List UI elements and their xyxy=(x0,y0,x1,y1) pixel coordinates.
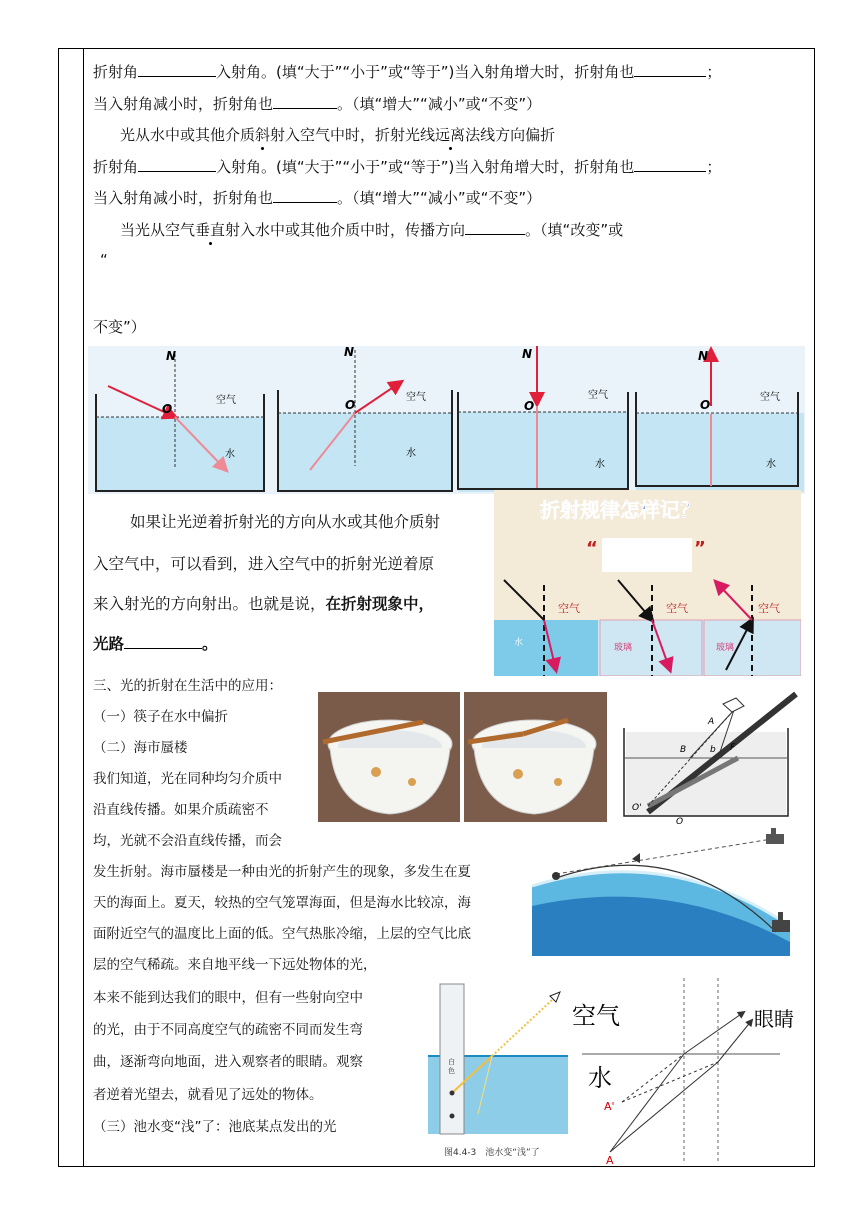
air-label: 空气 xyxy=(216,395,236,406)
water-label: 水 xyxy=(766,459,776,470)
reverse-line-1: 如果让光逆着折射光的方向从水或其他介质射 xyxy=(130,513,441,531)
normal-label: N xyxy=(166,349,177,363)
text: 折射角 xyxy=(93,63,139,81)
normal-label: N xyxy=(522,347,533,361)
air-label: 空气 xyxy=(558,602,580,615)
air-label: 空气 xyxy=(588,390,608,401)
air-label: 空气 xyxy=(406,392,426,403)
eye-label: 眼睛 xyxy=(754,1007,794,1031)
text: 射入水中或其他介质中时，传播方向 xyxy=(225,221,466,239)
text: 入射角。(填“大于”“小于”或“等于”)当入射角增大时，折射角也 xyxy=(216,158,635,176)
text-line-2 xyxy=(93,94,541,114)
air-label: 空气 xyxy=(666,602,688,615)
mirage-text: 的光，由于不同高度空气的疏密不同而发生弯 xyxy=(93,1022,363,1038)
panel-title: 折射规律怎样记？ xyxy=(540,498,700,522)
text: 光路 xyxy=(93,635,125,653)
point-o-label: O xyxy=(524,399,535,413)
text: 折射角 xyxy=(93,158,139,176)
label-b-small: b xyxy=(710,745,716,755)
water-label: 水 xyxy=(595,459,605,470)
text-line-3 xyxy=(120,125,555,145)
quote-open: “ xyxy=(586,538,598,559)
water-label: 水 xyxy=(406,448,416,459)
normal-label: N xyxy=(344,346,355,359)
chopstick-bowl-photos xyxy=(318,692,607,822)
text: 。（填“改变”或 xyxy=(525,221,624,239)
air-label: 空气 xyxy=(572,1002,620,1030)
mirage-text: 发生折射。海市蜃楼是一种由光的折射产生的现象，多发生在夏 xyxy=(93,864,471,880)
air-label: 空气 xyxy=(758,602,780,615)
text: ； xyxy=(706,63,722,81)
text: 当入射角减小时，折射角也 xyxy=(93,95,274,113)
fill-blank[interactable] xyxy=(465,220,525,235)
observer-icon xyxy=(552,872,560,880)
text: 当入射角减小时，折射角也 xyxy=(93,189,274,207)
fill-blank[interactable] xyxy=(273,188,337,203)
chopstick-diagram xyxy=(618,690,808,824)
text: 入射角。(填“大于”“小于”或“等于”)当入射角增大时，折射角也 xyxy=(216,63,635,81)
mirage-text: 曲，逐渐弯向地面，进入观察者的眼睛。观察 xyxy=(93,1054,363,1070)
text-line-7: “ xyxy=(100,251,108,269)
table-column-divider xyxy=(83,48,84,1166)
text-line-5 xyxy=(93,188,541,208)
board-text: 白 xyxy=(448,1058,455,1066)
mirage-text: 层的空气稀疏。来自地平线一下远处物体的光， xyxy=(93,957,377,973)
text: 法线方向偏折 xyxy=(465,126,556,144)
text: 射入空气中时，折射光线 xyxy=(270,126,436,144)
label-b: B xyxy=(680,745,687,755)
fill-blank[interactable] xyxy=(138,62,216,77)
reverse-line-3 xyxy=(93,594,434,614)
quote-close: ” xyxy=(694,538,706,559)
water-label: 水 xyxy=(514,638,524,648)
air-label: 空气 xyxy=(760,392,780,403)
text: 。 xyxy=(202,635,218,653)
fill-blank[interactable] xyxy=(124,634,202,649)
reverse-line-2: 入空气中，可以看到，进入空气中的折射光逆着原 xyxy=(93,555,435,573)
figure-caption: 图4.4-3 池水变“浅”了 xyxy=(444,1148,540,1158)
fill-blank[interactable] xyxy=(138,157,216,172)
pool-figure xyxy=(424,978,582,1160)
object-point-label: A xyxy=(606,1154,614,1164)
label-o: O xyxy=(676,817,684,824)
refraction-rule-panel xyxy=(494,490,801,676)
glass-label: 玻璃 xyxy=(614,643,633,653)
text: ； xyxy=(706,158,722,176)
text-line-1 xyxy=(93,62,721,82)
text: 来入射光的方向射出。也就是说， xyxy=(93,595,326,613)
bold-text: 在折射现象中， xyxy=(325,595,435,613)
text-line-6 xyxy=(120,220,623,240)
emphasis-text: 斜 xyxy=(255,126,271,144)
point-o-label: O xyxy=(345,398,356,412)
label-a: A xyxy=(708,717,715,727)
mirage-text: 本来不能到达我们的眼中，但有一些射向空中 xyxy=(93,990,363,1006)
mirage-text: 面附近空气的温度比上面的低。空气热胀冷缩，上层的空气比底 xyxy=(93,926,471,942)
image-point-label: A' xyxy=(604,1100,615,1113)
text-line-8: 不变”） xyxy=(93,318,146,336)
point-o-label: O xyxy=(700,398,711,412)
fill-blank[interactable] xyxy=(273,94,337,109)
water-label: 水 xyxy=(588,1064,612,1092)
item-mirage: （二）海市蜃楼 xyxy=(93,740,188,756)
mirage-text: 天的海面上。夏天，较热的空气笼罩海面，但是海水比较凉，海 xyxy=(93,895,471,911)
mirage-text: 我们知道，光在同种均匀介质中 xyxy=(93,771,282,787)
emphasis-text: 远离 xyxy=(435,126,466,144)
mirage-figure xyxy=(528,826,804,956)
label-o-prime: O' xyxy=(632,803,642,813)
mirage-text: 者逆着光望去，就看见了远处的物体。 xyxy=(93,1087,323,1103)
refraction-tanks-figure xyxy=(88,346,805,494)
mirage-text: 均，光就不会沿直线传播，而会 xyxy=(93,833,282,849)
mirage-text: 沿直线传播。如果介质疏密不 xyxy=(93,802,269,818)
normal-label: N xyxy=(698,349,709,363)
apparent-depth-diagram xyxy=(568,976,808,1164)
text: 当光从空气 xyxy=(120,221,196,239)
glass-label: 玻璃 xyxy=(716,643,735,653)
text: 光从水中或其他介质 xyxy=(120,126,256,144)
reverse-line-4 xyxy=(93,634,218,654)
section-heading: 三、光的折射在生活中的应用： xyxy=(93,678,282,694)
label-f: F xyxy=(730,743,736,753)
point-o-label: O xyxy=(162,402,173,416)
text: 。（填“增大”“减小”或“不变”） xyxy=(337,189,542,207)
fill-blank[interactable] xyxy=(634,62,706,77)
text: 。（填“增大”“减小”或“不变”） xyxy=(337,95,542,113)
text-line-4 xyxy=(93,157,721,177)
emphasis-text: 垂直 xyxy=(195,221,226,239)
item-pool: （三）池水变“浅”了：池底某点发出的光 xyxy=(93,1119,337,1135)
item-chopstick: （一）筷子在水中偏折 xyxy=(93,709,228,725)
board-text: 色 xyxy=(448,1067,455,1075)
fill-blank[interactable] xyxy=(634,157,706,172)
water-label: 水 xyxy=(225,449,235,460)
